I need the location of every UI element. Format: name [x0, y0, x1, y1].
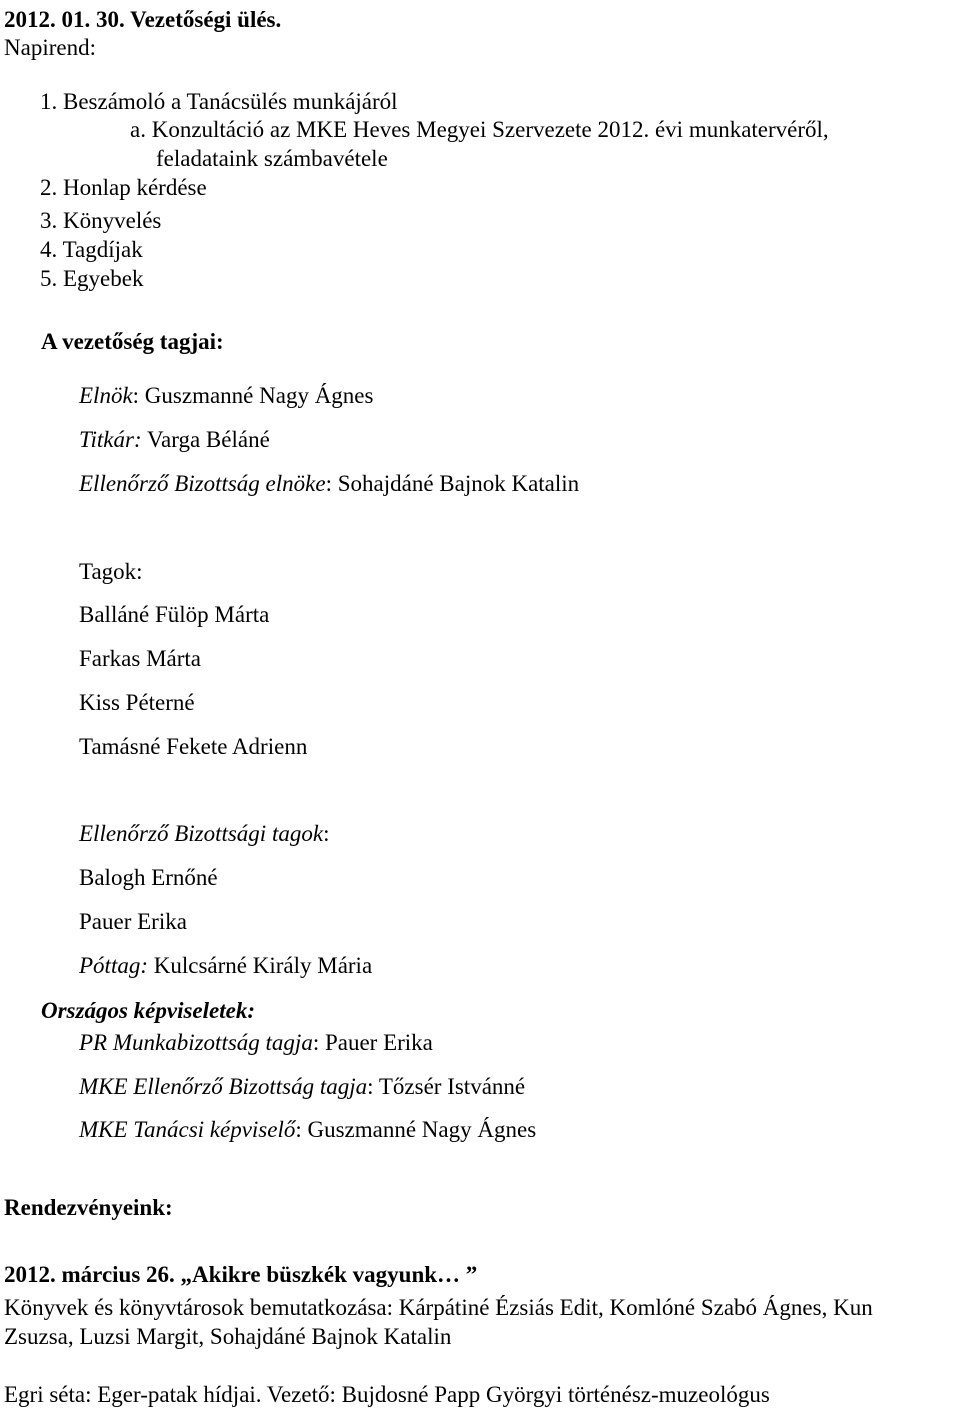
secretary-entry: [79, 428, 270, 451]
mke-audit-role: MKE Ellenőrző Bizottság tagja: [79, 1074, 368, 1099]
audit-chair-entry: [79, 472, 579, 495]
council-role: MKE Tanácsi képviselő: [79, 1117, 296, 1142]
chair-name: : Guszmanné Nagy Ágnes: [132, 383, 374, 408]
event-title: 2012. március 26. „Akikre büszkék vagyunk… ”: [4, 1262, 478, 1287]
member-name: Balláné Fülöp Márta: [79, 602, 270, 627]
members-label: Tagok:: [79, 559, 143, 584]
alternate-role: Póttag:: [79, 953, 148, 978]
board-heading: A vezetőség tagjai:: [41, 329, 224, 354]
audit-member-name: Pauer Erika: [79, 909, 187, 934]
audit-members-label-text: Ellenőrző Bizottsági tagok: [79, 821, 324, 846]
event-description-continued: Zsuzsa, Luzsi Margit, Sohajdáné Bajnok Katalin: [4, 1324, 452, 1349]
agenda-subitem-continued: feladataink számbavétele: [156, 146, 388, 171]
agenda-subitem: a. Konzultáció az MKE Heves Megyei Szervezete 2012. évi munkatervéről,: [130, 117, 829, 142]
agenda-item: 5. Egyebek: [40, 266, 144, 291]
secretary-role: Titkár:: [79, 427, 142, 452]
council-name: : Guszmanné Nagy Ágnes: [295, 1117, 537, 1142]
pr-name: : Pauer Erika: [312, 1030, 433, 1055]
member-name: Tamásné Fekete Adrienn: [79, 734, 308, 759]
alternate-name: Kulcsárné Király Mária: [148, 953, 373, 978]
mke-audit-name: : Tőzsér Istvánné: [367, 1074, 526, 1099]
secretary-name: Varga Béláné: [141, 427, 270, 452]
member-name: Kiss Péterné: [79, 690, 195, 715]
event-description: Könyvek és könyvtárosok bemutatkozása: Kárpátiné Ézsiás Edit, Komlóné Szabó Ágnes, Kun: [4, 1295, 873, 1320]
audit-chair-name: : Sohajdáné Bajnok Katalin: [325, 471, 580, 496]
agenda-item: 2. Honlap kérdése: [40, 175, 207, 200]
audit-chair-role: Ellenőrző Bizottság elnöke: [79, 471, 326, 496]
member-name: Farkas Márta: [79, 646, 201, 671]
agenda-item: 3. Könyvelés: [40, 208, 162, 233]
audit-member-name: Balogh Ernőné: [79, 865, 218, 890]
mke-audit-entry: [79, 1075, 525, 1098]
audit-members-colon: :: [323, 821, 330, 846]
national-heading: Országos képviseletek:: [41, 998, 255, 1023]
council-entry: [79, 1118, 536, 1141]
alternate-entry: [79, 954, 372, 977]
agenda-item: 4. Tagdíjak: [40, 237, 143, 262]
events-heading: Rendezvényeink:: [4, 1195, 173, 1220]
meeting-title: 2012. 01. 30. Vezetőségi ülés.: [4, 7, 282, 32]
pr-role: PR Munkabizottság tagja: [79, 1030, 313, 1055]
chair-entry: [79, 384, 373, 407]
pr-entry: [79, 1031, 433, 1054]
agenda-label: Napirend:: [4, 35, 96, 60]
audit-members-label: [79, 822, 329, 845]
chair-role: Elnök: [79, 383, 133, 408]
agenda-item: 1. Beszámoló a Tanácsülés munkájáról: [40, 89, 398, 114]
event-walk: Egri séta: Eger-patak hídjai. Vezető: Bujdosné Papp Györgyi történész-muzeológus: [4, 1382, 770, 1407]
